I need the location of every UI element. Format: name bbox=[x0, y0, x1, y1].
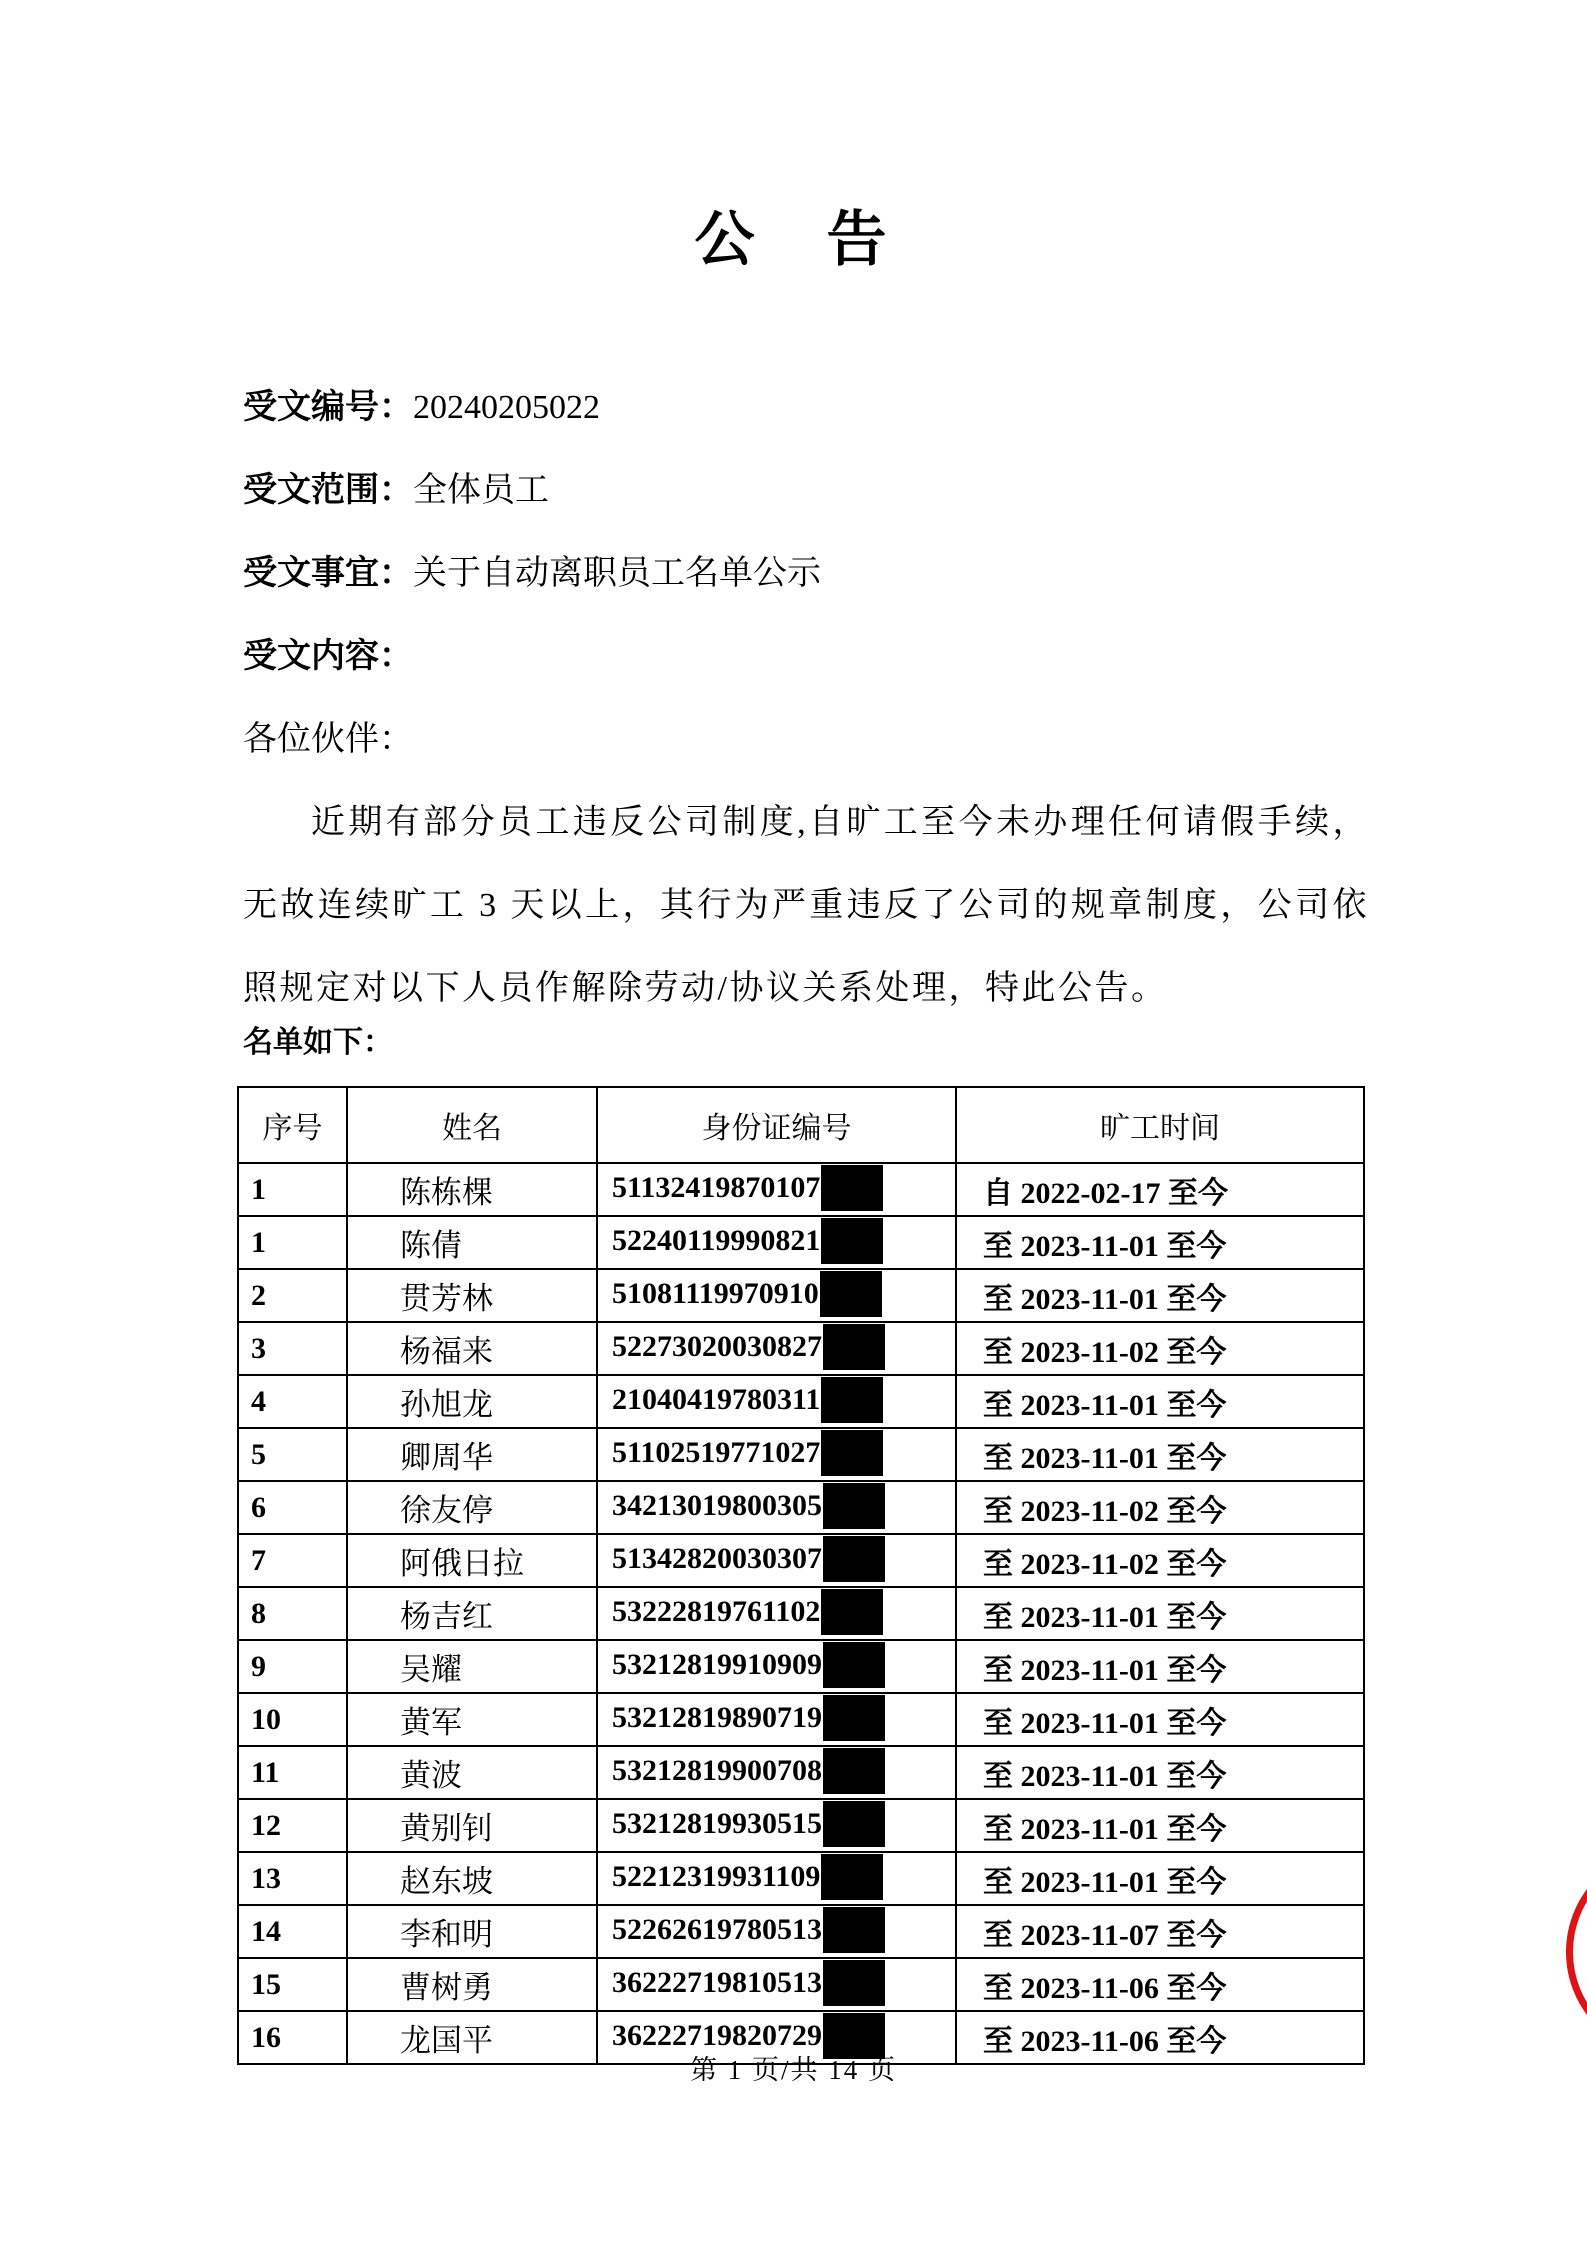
field-value: 全体员工 bbox=[413, 472, 549, 509]
id-redaction-block bbox=[823, 1483, 885, 1529]
name-cell: 杨福来 bbox=[347, 1322, 597, 1375]
absence-period-cell: 至 2023-11-01 至今 bbox=[956, 1746, 1364, 1799]
name-cell: 赵东坡 bbox=[347, 1852, 597, 1905]
serial-cell: 13 bbox=[238, 1852, 347, 1905]
id-redaction-block bbox=[823, 1324, 885, 1370]
id-redaction-block bbox=[823, 1695, 885, 1741]
table-row bbox=[238, 1322, 1364, 1375]
id-digits: 53212819900708 bbox=[612, 1753, 822, 1787]
red-seal-arc bbox=[1566, 1847, 1587, 2057]
page-number-footer: 第 1 页/共 14 页 bbox=[689, 2055, 897, 2085]
id-cell bbox=[597, 1905, 956, 1958]
table-row bbox=[238, 1958, 1364, 2011]
name-cell: 陈栋棵 bbox=[347, 1163, 597, 1216]
serial-cell: 6 bbox=[238, 1481, 347, 1534]
field-lines bbox=[243, 366, 1369, 698]
field-line bbox=[243, 449, 1369, 532]
id-redaction-block bbox=[821, 1218, 883, 1264]
id-digits: 51081119970910 bbox=[612, 1276, 819, 1310]
serial-cell: 14 bbox=[238, 1905, 347, 1958]
table-row bbox=[238, 1216, 1364, 1269]
absence-period-cell: 至 2023-11-01 至今 bbox=[956, 1269, 1364, 1322]
absence-period-cell: 至 2023-11-01 至今 bbox=[956, 1693, 1364, 1746]
absence-period-cell: 至 2023-11-02 至今 bbox=[956, 1534, 1364, 1587]
serial-cell: 1 bbox=[238, 1163, 347, 1216]
absence-period-cell: 至 2023-11-01 至今 bbox=[956, 1216, 1364, 1269]
id-cell bbox=[597, 1799, 956, 1852]
field-line bbox=[243, 366, 1369, 449]
id-cell bbox=[597, 1428, 956, 1481]
serial-cell: 5 bbox=[238, 1428, 347, 1481]
serial-cell: 2 bbox=[238, 1269, 347, 1322]
id-digits: 51132419870107 bbox=[612, 1170, 821, 1204]
id-digits: 51342820030307 bbox=[612, 1541, 822, 1575]
id-redaction-block bbox=[821, 1165, 883, 1211]
id-cell bbox=[597, 1375, 956, 1428]
table-header-row bbox=[238, 1087, 1364, 1163]
table-row bbox=[238, 1852, 1364, 1905]
id-cell bbox=[597, 1640, 956, 1693]
id-digits: 52262619780513 bbox=[612, 1912, 822, 1946]
id-digits: 53222819761102 bbox=[612, 1594, 821, 1628]
serial-cell: 10 bbox=[238, 1693, 347, 1746]
serial-cell: 3 bbox=[238, 1322, 347, 1375]
id-redaction-block bbox=[823, 1642, 885, 1688]
table-row bbox=[238, 1375, 1364, 1428]
name-cell: 黄波 bbox=[347, 1746, 597, 1799]
id-cell bbox=[597, 1852, 956, 1905]
table-row bbox=[238, 1534, 1364, 1587]
document-header-block bbox=[243, 366, 1369, 1030]
absence-period-cell: 至 2023-11-01 至今 bbox=[956, 1799, 1364, 1852]
serial-cell: 7 bbox=[238, 1534, 347, 1587]
field-label: 受文内容： bbox=[243, 638, 413, 675]
id-cell bbox=[597, 1322, 956, 1375]
table-body bbox=[238, 1163, 1364, 2064]
id-redaction-block bbox=[821, 1430, 883, 1476]
serial-cell: 9 bbox=[238, 1640, 347, 1693]
absence-period-cell: 至 2023-11-02 至今 bbox=[956, 1322, 1364, 1375]
field-line bbox=[243, 615, 1369, 698]
page-title: 公 告 bbox=[694, 207, 893, 273]
id-cell bbox=[597, 1746, 956, 1799]
list-intro: 名单如下： bbox=[243, 1026, 393, 1059]
name-cell: 阿俄日拉 bbox=[347, 1534, 597, 1587]
id-cell bbox=[597, 1587, 956, 1640]
field-label: 受文编号： bbox=[243, 389, 413, 426]
serial-cell: 15 bbox=[238, 1958, 347, 2011]
id-digits: 53212819890719 bbox=[612, 1700, 822, 1734]
name-cell: 孙旭龙 bbox=[347, 1375, 597, 1428]
id-digits: 53212819930515 bbox=[612, 1806, 822, 1840]
absence-period-cell: 至 2023-11-06 至今 bbox=[956, 1958, 1364, 2011]
absence-period-cell: 至 2023-11-01 至今 bbox=[956, 1640, 1364, 1693]
table-row bbox=[238, 1587, 1364, 1640]
field-value: 关于自动离职员工名单公示 bbox=[413, 555, 821, 592]
id-cell bbox=[597, 1269, 956, 1322]
column-header: 身份证编号 bbox=[597, 1087, 956, 1163]
id-redaction-block bbox=[823, 1960, 885, 2006]
id-digits: 36222719810513 bbox=[612, 1965, 822, 1999]
id-redaction-block bbox=[823, 1748, 885, 1794]
absence-period-cell: 至 2023-11-07 至今 bbox=[956, 1905, 1364, 1958]
id-redaction-block bbox=[823, 1801, 885, 1847]
field-label: 受文事宜： bbox=[243, 555, 413, 592]
field-value: 20240205022 bbox=[413, 389, 600, 426]
name-cell: 杨吉红 bbox=[347, 1587, 597, 1640]
field-line bbox=[243, 532, 1369, 615]
column-header: 旷工时间 bbox=[956, 1087, 1364, 1163]
id-redaction-block bbox=[823, 1536, 885, 1582]
id-cell bbox=[597, 1163, 956, 1216]
absence-period-cell: 至 2023-11-01 至今 bbox=[956, 1852, 1364, 1905]
table-row bbox=[238, 1163, 1364, 1216]
id-cell bbox=[597, 1958, 956, 2011]
id-cell bbox=[597, 1534, 956, 1587]
id-digits: 36222719820729 bbox=[612, 2018, 822, 2052]
serial-cell: 12 bbox=[238, 1799, 347, 1852]
table-row bbox=[238, 1269, 1364, 1322]
id-redaction-block bbox=[823, 1907, 885, 1953]
absence-period-cell: 至 2023-11-02 至今 bbox=[956, 1481, 1364, 1534]
absence-period-cell: 至 2023-11-01 至今 bbox=[956, 1428, 1364, 1481]
field-label: 受文范围： bbox=[243, 472, 413, 509]
serial-cell: 16 bbox=[238, 2011, 347, 2064]
dismissed-employees-table bbox=[237, 1086, 1365, 2065]
name-cell: 李和明 bbox=[347, 1905, 597, 1958]
column-header: 序号 bbox=[238, 1087, 347, 1163]
id-redaction-block bbox=[820, 1271, 882, 1317]
id-cell bbox=[597, 1216, 956, 1269]
table-row bbox=[238, 1746, 1364, 1799]
absence-period-cell: 至 2023-11-01 至今 bbox=[956, 1375, 1364, 1428]
id-cell bbox=[597, 1693, 956, 1746]
id-digits: 53212819910909 bbox=[612, 1647, 822, 1681]
name-cell: 黄别钊 bbox=[347, 1799, 597, 1852]
name-cell: 贯芳林 bbox=[347, 1269, 597, 1322]
id-digits: 21040419780311 bbox=[612, 1382, 821, 1416]
table-row bbox=[238, 1640, 1364, 1693]
absence-period-cell: 至 2023-11-06 至今 bbox=[956, 2011, 1364, 2064]
id-digits: 51102519771027 bbox=[612, 1435, 821, 1469]
body-paragraph: 近期有部分员工违反公司制度,自旷工至今未办理任何请假手续，无故连续旷工 3 天以上，其行为严重违反了公司的规章制度，公司依照规定对以下人员作解除劳动/协议关系处理，特此公告。 bbox=[243, 804, 1369, 1007]
table-row bbox=[238, 1799, 1364, 1852]
serial-cell: 11 bbox=[238, 1746, 347, 1799]
serial-cell: 4 bbox=[238, 1375, 347, 1428]
column-header: 姓名 bbox=[347, 1087, 597, 1163]
absence-period-cell: 自 2022-02-17 至今 bbox=[956, 1163, 1364, 1216]
table-row bbox=[238, 1481, 1364, 1534]
table-row bbox=[238, 1905, 1364, 1958]
id-redaction-block bbox=[821, 1589, 883, 1635]
id-redaction-block bbox=[821, 1854, 883, 1900]
absence-period-cell: 至 2023-11-01 至今 bbox=[956, 1587, 1364, 1640]
name-cell: 黄军 bbox=[347, 1693, 597, 1746]
name-cell: 徐友停 bbox=[347, 1481, 597, 1534]
id-digits: 52240119990821 bbox=[612, 1223, 821, 1257]
table-row bbox=[238, 1428, 1364, 1481]
header-row bbox=[238, 1087, 1364, 1163]
serial-cell: 1 bbox=[238, 1216, 347, 1269]
id-redaction-block bbox=[821, 1377, 883, 1423]
name-cell: 吴耀 bbox=[347, 1640, 597, 1693]
table-row bbox=[238, 1693, 1364, 1746]
name-cell: 龙国平 bbox=[347, 2011, 597, 2064]
name-cell: 陈倩 bbox=[347, 1216, 597, 1269]
name-cell: 曹树勇 bbox=[347, 1958, 597, 2011]
id-digits: 52212319931109 bbox=[612, 1859, 821, 1893]
id-digits: 52273020030827 bbox=[612, 1329, 822, 1363]
serial-cell: 8 bbox=[238, 1587, 347, 1640]
id-digits: 34213019800305 bbox=[612, 1488, 822, 1522]
salutation: 各位伙伴： bbox=[243, 721, 413, 758]
id-cell bbox=[597, 1481, 956, 1534]
name-cell: 卿周华 bbox=[347, 1428, 597, 1481]
